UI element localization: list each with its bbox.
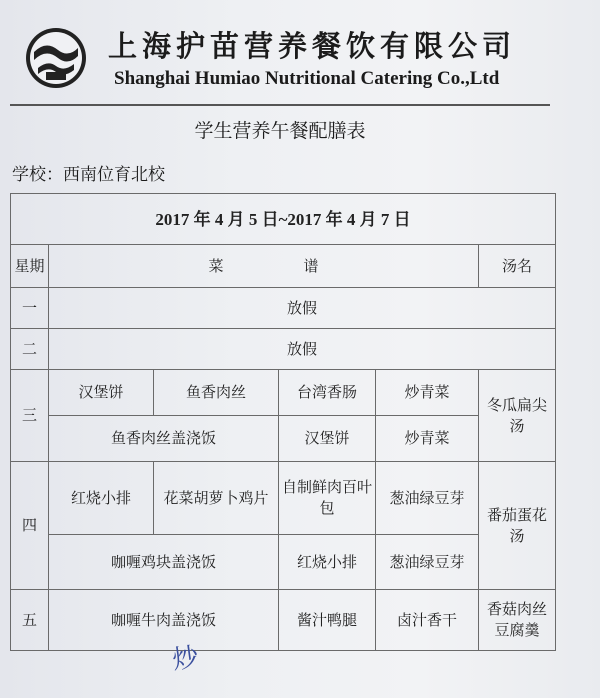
dish-cell: 炒青菜 — [376, 416, 479, 462]
dishes-header: 菜谱 — [49, 245, 479, 288]
dish-cell: 红烧小排 — [49, 462, 154, 535]
header-divider — [10, 104, 550, 106]
dish-cell: 卤汁香干 — [376, 590, 479, 651]
table-row — [11, 329, 556, 370]
dish-cell: 台湾香肠 — [279, 370, 376, 416]
table-row — [11, 416, 556, 462]
day-label: 二 — [11, 329, 49, 370]
company-logo-icon — [24, 26, 88, 90]
letterhead — [10, 18, 550, 100]
document-title: 学生营养午餐配膳表 — [194, 120, 366, 142]
dish-cell: 炒青菜 — [376, 370, 479, 416]
dish-cell: 咖喱鸡块盖浇饭 — [49, 535, 279, 590]
table-row — [11, 535, 556, 590]
dish-cell: 红烧小排 — [279, 535, 376, 590]
soup-cell: 冬瓜扁尖汤 — [479, 370, 556, 462]
day-label: 五 — [11, 590, 49, 651]
dish-cell: 酱汁鸭腿 — [279, 590, 376, 651]
soup-cell: 香菇肉丝豆腐羹 — [479, 590, 556, 651]
day-header: 星期 — [11, 245, 49, 288]
dish-cell: 葱油绿豆芽 — [376, 462, 479, 535]
table-row — [11, 590, 556, 651]
school-name: 学校：西南位育北校 — [12, 165, 165, 185]
day-label: 一 — [11, 288, 49, 329]
table-row — [11, 370, 556, 416]
table-row — [11, 288, 556, 329]
company-name-cn: 上海护苗营养餐饮有限公司 — [108, 29, 517, 63]
day-label: 三 — [11, 370, 49, 462]
handwritten-mark: 炒 — [170, 642, 201, 676]
soup-cell: 番茄蛋花汤 — [479, 462, 556, 590]
menu-table — [10, 193, 556, 651]
holiday-note: 放假 — [49, 329, 556, 370]
day-label: 四 — [11, 462, 49, 590]
dish-cell: 葱油绿豆芽 — [376, 535, 479, 590]
dish-cell: 鱼香肉丝盖浇饭 — [49, 416, 279, 462]
soup-header: 汤名 — [479, 245, 556, 288]
dish-cell: 咖喱牛肉盖浇饭 — [49, 590, 279, 651]
date-range: 2017 年 4 月 5 日~2017 年 4 月 7 日 — [11, 194, 556, 245]
company-name-en: Shanghai Humiao Nutritional Catering Co.,Ltd — [114, 68, 500, 89]
holiday-note: 放假 — [49, 288, 556, 329]
dish-cell: 汉堡饼 — [49, 370, 154, 416]
dish-cell: 汉堡饼 — [279, 416, 376, 462]
header-row — [11, 245, 556, 288]
dish-cell: 自制鲜肉百叶包 — [279, 462, 376, 535]
table-row — [11, 462, 556, 535]
date-row — [11, 194, 556, 245]
dish-cell: 鱼香肉丝 — [154, 370, 279, 416]
dish-cell: 花菜胡萝卜鸡片 — [154, 462, 279, 535]
